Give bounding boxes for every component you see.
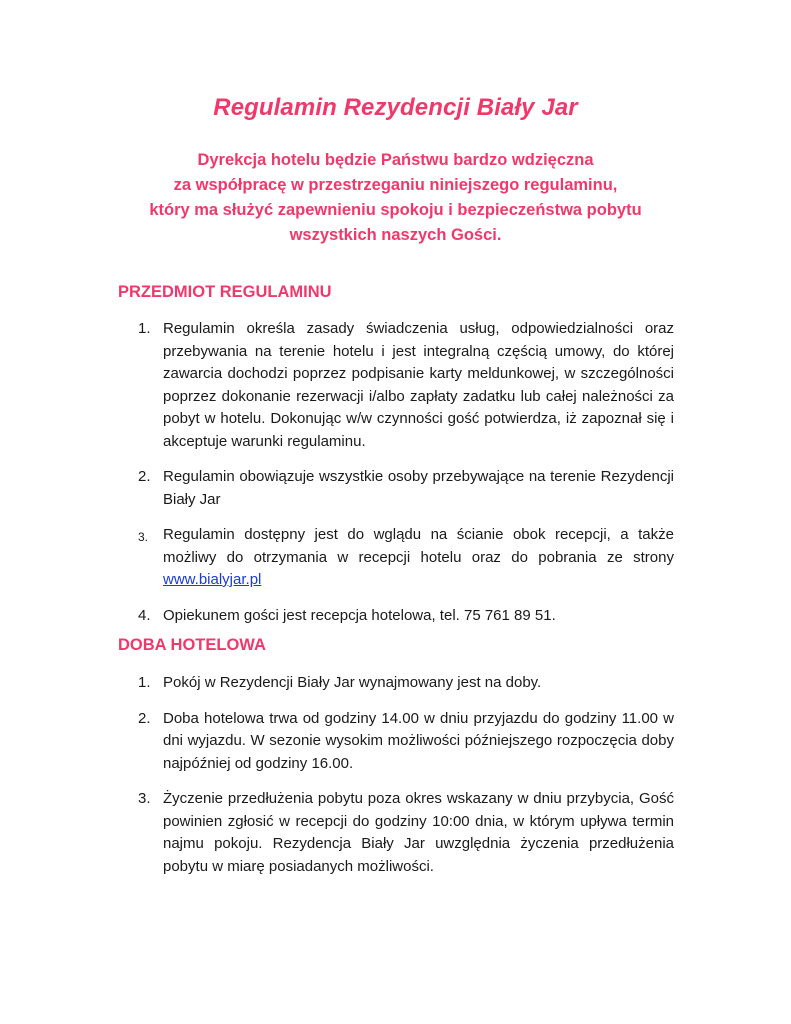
section-list-doba bbox=[118, 672, 674, 891]
list-item-text: Regulamin dostępny jest do wglądu na ścianie obok recepcji, a także możliwy do otrzymania w recepcji hotelu oraz do pobrania ze strony bbox=[163, 526, 674, 566]
list-item-text: Regulamin obowiązuje wszystkie osoby przebywające na terenie Rezydencji Biały Jar bbox=[163, 468, 674, 508]
list-item bbox=[118, 318, 674, 453]
list-item bbox=[118, 466, 674, 511]
intro-line: za współpracę w przestrzeganiu niniejszego regulaminu, bbox=[173, 176, 618, 194]
intro-line: Dyrekcja hotelu będzie Państwu bardzo wdzięczna bbox=[197, 151, 594, 169]
list-item-number: 1. bbox=[138, 320, 151, 337]
list-item-number: 1. bbox=[138, 674, 151, 691]
list-item-number: 2. bbox=[138, 468, 151, 485]
document-title: Regulamin Rezydencji Biały Jar bbox=[213, 94, 578, 121]
intro-line: wszystkich naszych Gości. bbox=[289, 226, 502, 244]
list-item-text: Doba hotelowa trwa od godziny 14.00 w dniu przyjazdu do godziny 11.00 w dni wyjazdu. W sezonie wysokim możliwości późniejszego rozpoczęcia doby najpóźniej od godziny 16.00. bbox=[163, 709, 674, 772]
website-link[interactable]: www.bialyjar.pl bbox=[163, 571, 262, 588]
list-item-text: Regulamin określa zasady świadczenia usług, odpowiedzialności oraz przebywania na terenie hotelu i jest integralną częścią umowy, do której zawarcia dochodzi poprzez podpisanie karty meldunkowej, w szczególności poprzez dokonanie rezerwacji i/albo zapłaty zadatku lub całej należności za pobyt w hotelu. Dokonując w/w czynności gość potwierdza, iż zapoznał się i akceptuje warunki regulaminu. bbox=[163, 320, 674, 450]
list-item bbox=[118, 708, 674, 776]
list-item-number: 2. bbox=[138, 709, 151, 727]
list-item-text: Pokój w Rezydencji Biały Jar wynajmowany jest na doby. bbox=[163, 674, 542, 691]
section-heading-doba: DOBA HOTELOWA bbox=[118, 636, 266, 654]
intro-paragraph bbox=[80, 148, 711, 248]
list-item-text: Życzenie przedłużenia pobytu poza okres wskazany w dniu przybycia, Gość powinien zgłosić w recepcji do godziny 10:00 dnia, w którym upływa termin najmu pokoju. Rezydencja Biały Jar uwzględnia życzenia przedłużenia pobytu w miarę posiadanych możliwości. bbox=[163, 790, 674, 875]
list-item-text: Opiekunem gości jest recepcja hotelowa, tel. 75 761 89 51. bbox=[163, 606, 556, 624]
intro-line: który ma służyć zapewnieniu spokoju i bezpieczeństwa pobytu bbox=[149, 201, 642, 219]
list-item bbox=[118, 605, 674, 628]
section-list-przedmiot bbox=[118, 318, 674, 640]
section-heading-przedmiot: PRZEDMIOT REGULAMINU bbox=[118, 283, 332, 301]
list-item bbox=[118, 524, 674, 592]
list-item bbox=[118, 672, 674, 695]
list-item-number: 3. bbox=[138, 530, 149, 544]
list-item bbox=[118, 788, 674, 878]
list-item-number: 4. bbox=[138, 606, 151, 624]
list-item-number: 3. bbox=[138, 790, 151, 807]
